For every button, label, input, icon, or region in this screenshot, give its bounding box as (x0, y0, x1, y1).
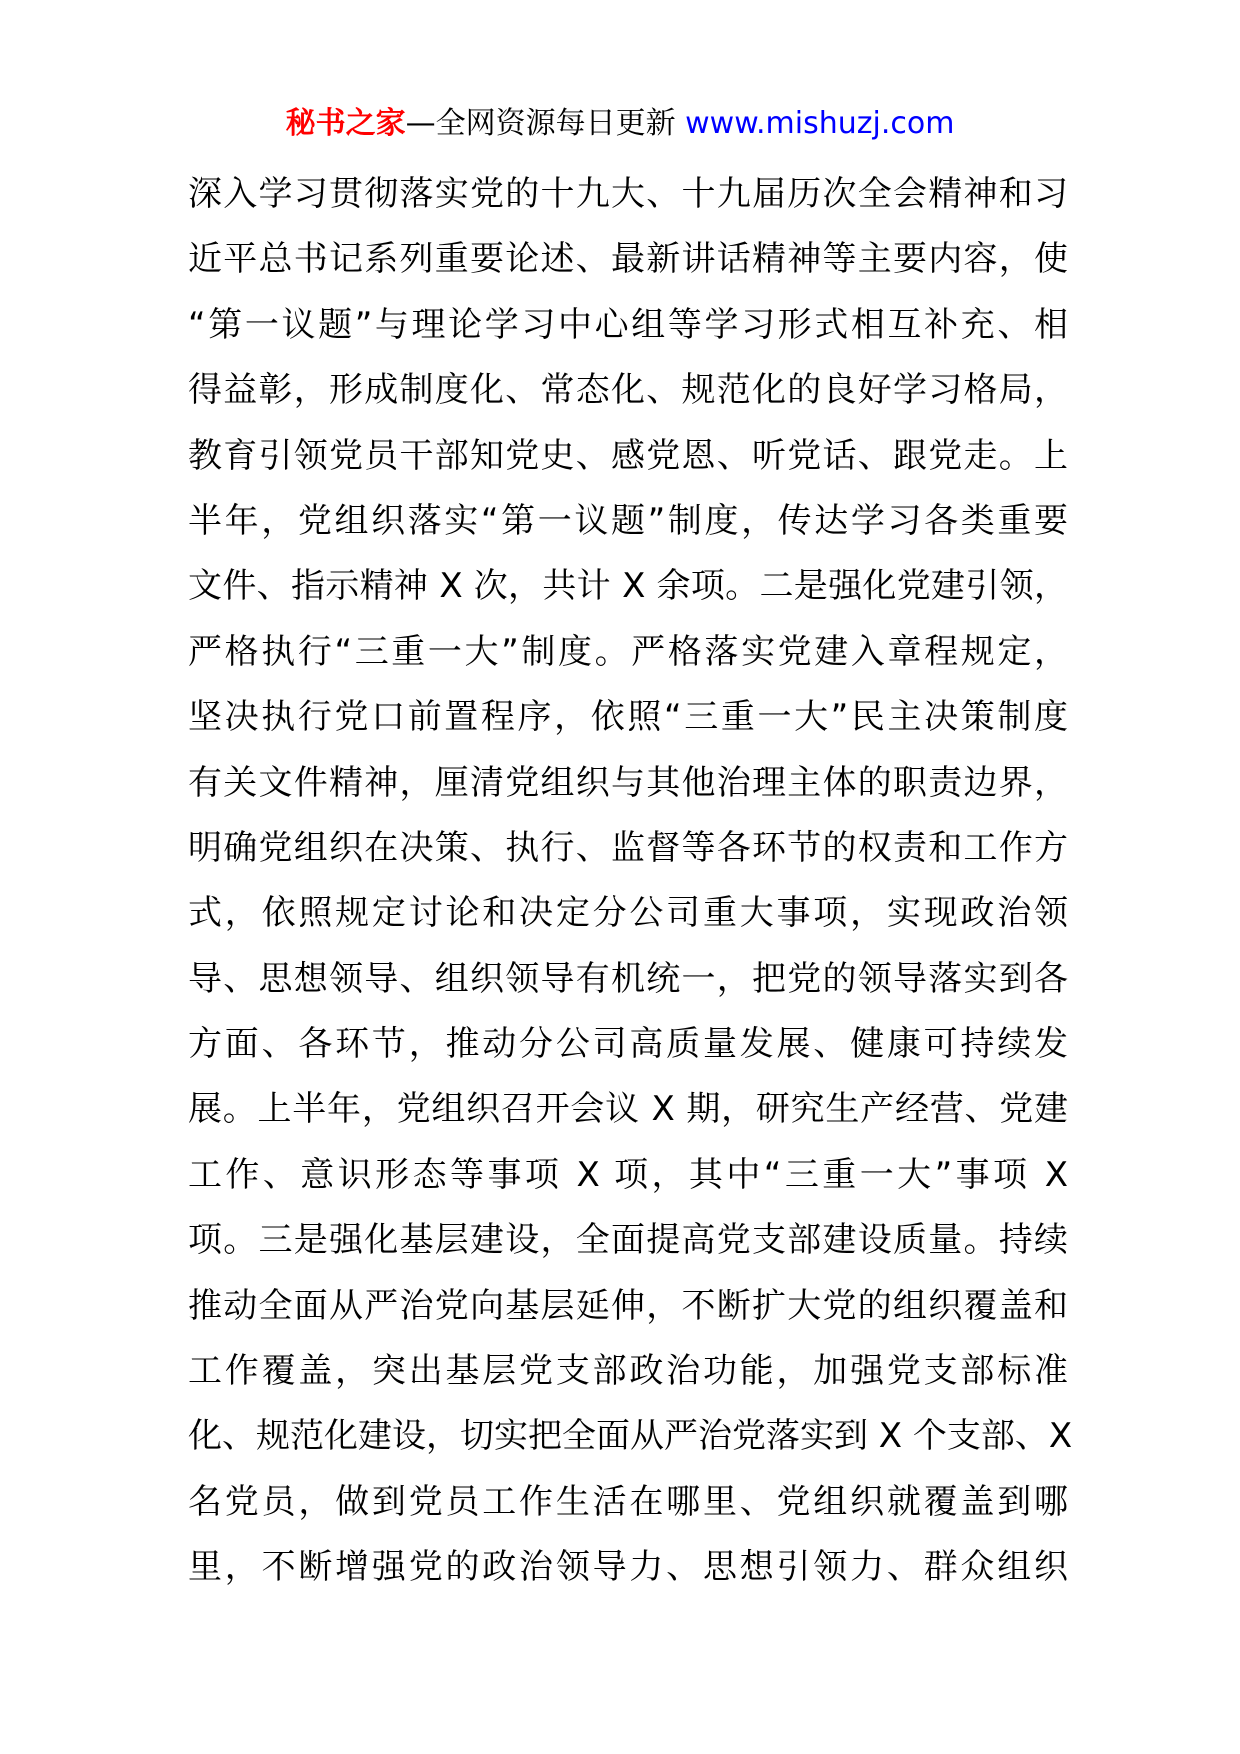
watermark-header (0, 104, 1240, 144)
body-line: 教育引领党员干部知党史、感党恩、听党话、跟党走。上 (188, 435, 1068, 476)
body-line: 项。三是强化基层建设，全面提高党支部建设质量。持续 (188, 1220, 1068, 1261)
site-url-link[interactable]: www.mishuzj.com (685, 106, 955, 141)
body-line: 式，依照规定讨论和决定分公司重大事项，实现政治领 (188, 893, 1068, 934)
body-line: 导、思想领导、组织领导有机统一，把党的领导落实到各 (188, 958, 1068, 999)
body-line: 得益彰，形成制度化、常态化、规范化的良好学习格局， (188, 370, 1068, 411)
body-line: 展。上半年，党组织召开会议 X 期，研究生产经营、党建 (188, 1089, 1068, 1130)
body-line: 文件、指示精神 X 次，共计 X 余项。二是强化党建引领， (188, 566, 1068, 607)
body-line: 里，不断增强党的政治领导力、思想引领力、群众组织 (188, 1547, 1068, 1588)
brand-name: 秘书之家 (285, 106, 406, 141)
body-line: 明确党组织在决策、执行、监督等各环节的权责和工作方 (188, 827, 1068, 868)
header-tagline: —全网资源每日更新 (405, 106, 676, 141)
body-line: 工作、意识形态等事项 X 项，其中“三重一大”事项 X (188, 1154, 1068, 1195)
body-line: 有关文件精神，厘清党组织与其他治理主体的职责边界， (188, 762, 1068, 803)
body-line: 工作覆盖，突出基层党支部政治功能，加强党支部标准 (188, 1351, 1068, 1392)
body-line: 方面、各环节，推动分公司高质量发展、健康可持续发 (188, 1024, 1068, 1065)
body-line: 严格执行“三重一大”制度。严格落实党建入章程规定， (188, 631, 1068, 672)
body-line: 半年，党组织落实“第一议题”制度，传达学习各类重要 (188, 500, 1068, 541)
body-line: 名党员，做到党员工作生活在哪里、党组织就覆盖到哪 (188, 1481, 1068, 1522)
body-line: 推动全面从严治党向基层延伸，不断扩大党的组织覆盖和 (188, 1285, 1068, 1326)
body-line: 坚决执行党口前置程序，依照“三重一大”民主决策制度 (188, 697, 1068, 738)
body-line: “第一议题”与理论学习中心组等学习形式相互补充、相 (188, 304, 1068, 345)
body-line: 深入学习贯彻落实党的十九大、十九届历次全会精神和习 (188, 174, 1068, 214)
body-line: 近平总书记系列重要论述、最新讲话精神等主要内容，使 (188, 239, 1068, 280)
document-body (188, 162, 1073, 1601)
body-line: 化、规范化建设，切实把全面从严治党落实到 X 个支部、X (188, 1416, 1073, 1457)
